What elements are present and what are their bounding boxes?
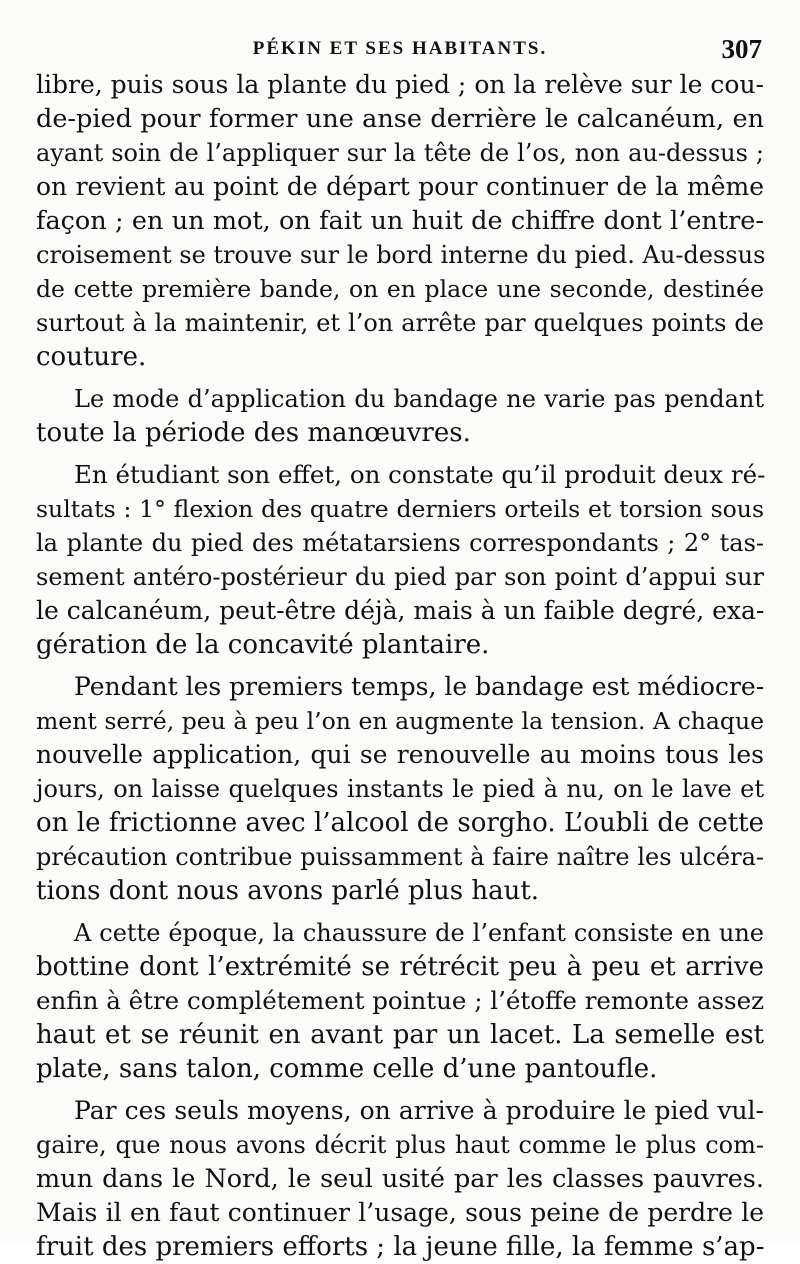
paragraph bbox=[36, 670, 764, 908]
body-text bbox=[36, 68, 764, 1264]
text-line: tions dont nous avons parlé plus haut. bbox=[36, 876, 540, 906]
running-head bbox=[36, 34, 764, 68]
paragraph bbox=[36, 916, 764, 1086]
running-title: PÉKIN ET SES HABITANTS. bbox=[252, 38, 548, 59]
text-line: nouvelle application, qui se renouvelle au moins tous les bbox=[36, 740, 764, 769]
text-line: précaution contribue puissamment à faire naître les ulcéra- bbox=[36, 843, 764, 871]
paragraph bbox=[36, 1094, 764, 1264]
text-line: Pendant les premiers temps, le bandage est médiocre- bbox=[74, 672, 765, 701]
paragraph bbox=[36, 68, 764, 374]
text-line: En étudiant son effet, on constate qu’il produit deux ré- bbox=[74, 460, 766, 489]
text-line: fruit des premiers efforts ; la jeune fille, la femme s’ap- bbox=[36, 1232, 765, 1262]
text-line: plate, sans talon, comme celle d’une pantoufle. bbox=[36, 1054, 658, 1084]
text-line: haut et se réunit en avant par un lacet. La semelle est bbox=[36, 1020, 764, 1050]
paragraph bbox=[36, 458, 764, 662]
text-line: libre, puis sous la plante du pied ; on la relève sur le cou- bbox=[36, 70, 764, 99]
text-line: couture. bbox=[36, 342, 147, 372]
text-line: ayant soin de l’appliquer sur la tête de l’os, non au-dessus ; bbox=[36, 139, 764, 167]
text-line: ment serré, peu à peu l’on en augmente la tension. A chaque bbox=[36, 707, 764, 735]
text-line: mun dans le Nord, le seul usité par les classes pauvres. bbox=[36, 1164, 764, 1194]
text-line: de-pied pour former une anse derrière le calcanéum, en bbox=[36, 104, 764, 134]
paragraph bbox=[36, 382, 764, 450]
text-line: Le mode d’application du bandage ne varie pas pendant bbox=[74, 385, 764, 413]
text-line: on revient au point de départ pour continuer de la même bbox=[36, 172, 764, 201]
text-line: façon ; en un mot, on fait un huit de chiffre dont l’entre- bbox=[36, 206, 764, 236]
text-line: A cette époque, la chaussure de l’enfant consiste en une bbox=[74, 919, 764, 947]
page-number: 307 bbox=[721, 34, 762, 64]
text-line: sement antéro-postérieur du pied par son point d’appui sur bbox=[36, 563, 764, 591]
text-line: jours, on laisse quelques instants le pied à nu, on le lave et bbox=[36, 775, 764, 803]
text-line: la plante du pied des métatarsiens correspondants ; 2° tas- bbox=[36, 529, 764, 557]
text-line: croisement se trouve sur le bord interne du pied. Au-dessus bbox=[36, 241, 766, 269]
text-line: de cette première bande, on en place une seconde, destinée bbox=[36, 275, 764, 303]
text-line: bottine dont l’extrémité se rétrécit peu à peu et arrive bbox=[36, 952, 764, 982]
text-line: gération de la concavité plantaire. bbox=[36, 630, 490, 660]
text-line: le calcanéum, peut-être déjà, mais à un faible degré, exa- bbox=[36, 596, 765, 625]
text-line: Par ces seuls moyens, on arrive à produire le pied vul- bbox=[74, 1096, 764, 1125]
text-line: enfin à être complétement pointue ; l’étoffe remonte assez bbox=[36, 986, 764, 1015]
text-line: toute la période des manœuvres. bbox=[36, 418, 471, 448]
text-line: Mais il en faut continuer l’usage, sous peine de perdre le bbox=[36, 1198, 764, 1227]
text-line: gaire, que nous avons décrit plus haut comme le plus com- bbox=[36, 1131, 764, 1159]
text-line: surtout à la maintenir, et l’on arrête par quelques points de bbox=[36, 309, 764, 337]
text-line: sultats : 1° flexion des quatre derniers orteils et torsion sous bbox=[36, 495, 764, 523]
text-line: on le frictionne avec l’alcool de sorgho. L’oubli de cette bbox=[36, 808, 764, 838]
